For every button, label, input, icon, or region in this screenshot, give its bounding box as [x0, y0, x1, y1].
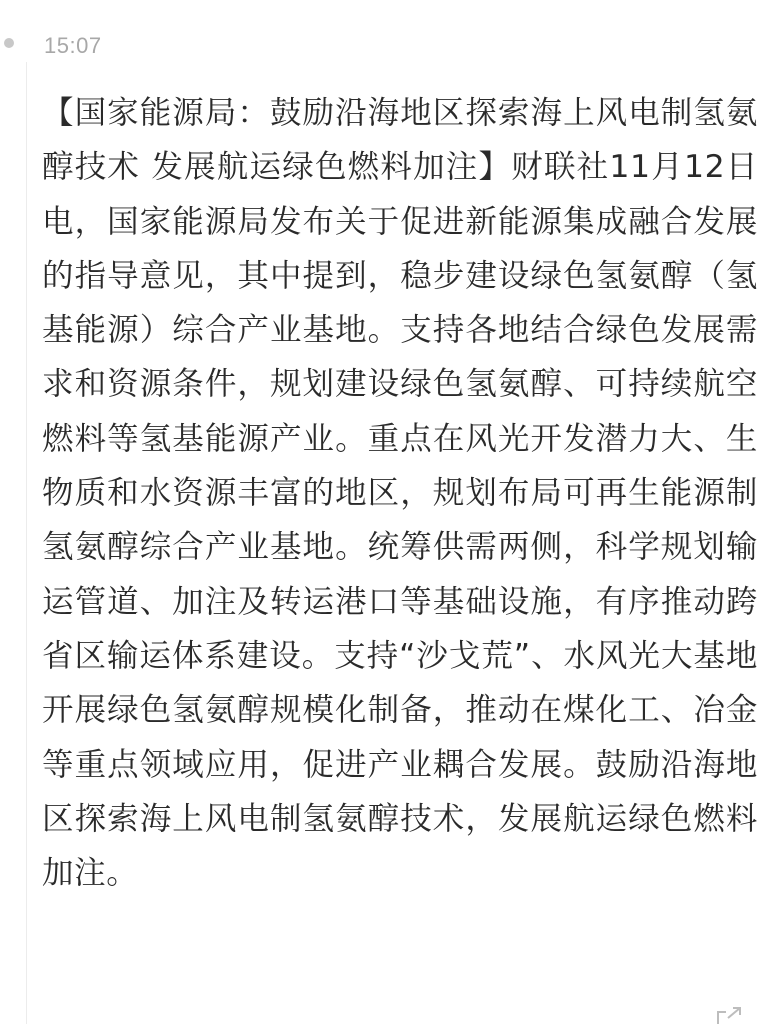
news-time: 15:07: [44, 33, 102, 58]
share-icon[interactable]: [714, 1006, 744, 1024]
news-body-text[interactable]: 【国家能源局：鼓励沿海地区探索海上风电制氢氨醇技术 发展航运绿色燃料加注】财联社11月12日电，国家能源局发布关于促进新能源集成融合发展的指导意见，其中提到，稳步建设绿色氢氨醇（氢基能源）综合产业基地。支持各地结合绿色发展需求和资源条件，规划建设绿色氢氨醇、可持续航空燃料等氢基能源产业。重点在风光开发潜力大、生物质和水资源丰富的地区，规划布局可再生能源制氢氨醇综合产业基地。统筹供需两侧，科学规划输运管道、加注及转运港口等基础设施，有序推动跨省区输运体系建设。支持“沙戈荒”、水风光大基地开展绿色氢氨醇规模化制备，推动在煤化工、冶金等重点领域应用，促进产业耦合发展。鼓励沿海地区探索海上风电制氢氨醇技术，发展航运绿色燃料加注。: [42, 95, 758, 892]
timeline-rail: [26, 62, 27, 1024]
timeline-dot-icon: [4, 38, 14, 48]
